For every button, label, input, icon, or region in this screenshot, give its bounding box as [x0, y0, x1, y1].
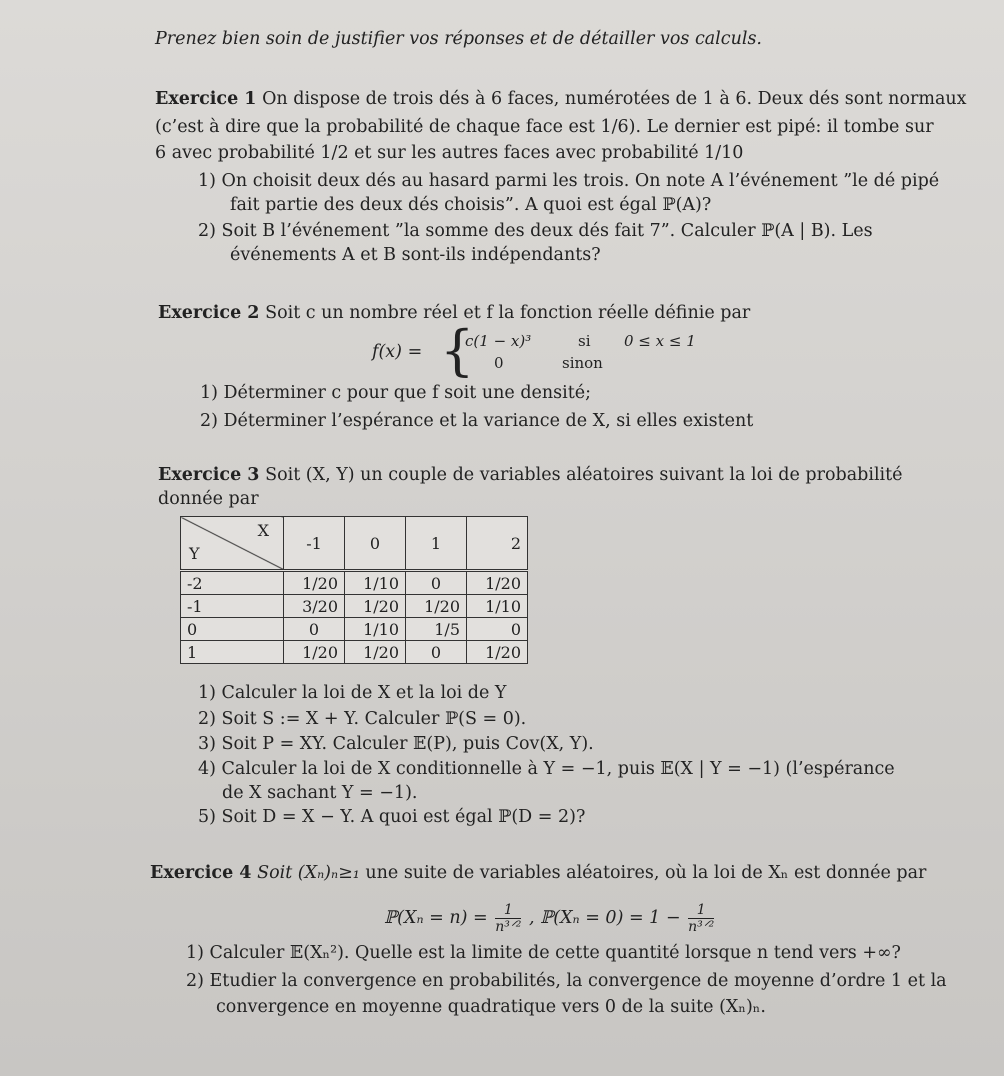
fraction-1: $\frac{1}{\text{n³ᐟ²}}$ — [495, 902, 522, 935]
table-cell: 3/20 — [284, 595, 345, 618]
table-cell: 0 — [406, 641, 467, 664]
joint-probability-table — [180, 516, 528, 664]
table-x-value: -1 — [284, 517, 345, 571]
density-case1-cond: 0 ≤ x ≤ 1 — [624, 332, 696, 350]
density-brace: { — [440, 319, 475, 382]
table-cell: 0 — [406, 571, 467, 595]
ex3-question-4a: 4) Calculer la loi de X conditionnelle à Y = −1, puis 𝔼(X | Y = −1) (l’espérance — [198, 759, 895, 779]
ex2-question-2: 2) Déterminer l’espérance et la variance de X, si elles existent — [200, 411, 754, 431]
table-cell: 1/20 — [284, 641, 345, 664]
table-y-value: 0 — [181, 618, 284, 641]
table-y-value: -1 — [181, 595, 284, 618]
ex3-question-4b: de X sachant Y = −1). — [222, 783, 418, 803]
ex1-question-2b: événements A et B sont-ils indépendants? — [230, 245, 601, 265]
ex3-intro-1: Exercice 3 Soit (X, Y) un couple de variables aléatoires suivant la loi de probabilité — [158, 465, 903, 485]
ex4-title: Exercice 4 — [150, 863, 252, 883]
ex4-question-2b: convergence en moyenne quadratique vers 0 de la suite (Xₙ)ₙ. — [216, 997, 766, 1017]
density-case2-expr: 0 — [494, 354, 504, 372]
ex3-question-5: 5) Soit D = X − Y. A quoi est égal ℙ(D = 2)? — [198, 807, 586, 827]
ex1-title: Exercice 1 — [155, 89, 257, 109]
table-cell: 1/20 — [345, 595, 406, 618]
fraction-2: $\frac{1}{\text{n³ᐟ²}}$ — [688, 902, 715, 935]
table-cell: 1/20 — [467, 571, 528, 595]
table-x-value: 2 — [467, 517, 528, 571]
ex3-question-3: 3) Soit P = XY. Calculer 𝔼(P), puis Cov(X, Y). — [198, 734, 594, 754]
table-cell: 1/5 — [406, 618, 467, 641]
density-case1-si: si — [578, 332, 591, 350]
ex1-line-3: 6 avec probabilité 1/2 et sur les autres faces avec probabilité 1/10 — [155, 143, 744, 163]
table-cell: 1/20 — [284, 571, 345, 595]
ex3-title: Exercice 3 — [158, 465, 260, 485]
table-cell: 1/20 — [467, 641, 528, 664]
table-x-label: X — [257, 521, 269, 540]
table-y-value: 1 — [181, 641, 284, 664]
table-row — [181, 641, 528, 664]
ex1-question-1b: fait partie des deux dés choisis”. A quoi est égal ℙ(A)? — [230, 195, 712, 215]
table-y-label: Y — [189, 544, 200, 563]
ex2-title: Exercice 2 — [158, 303, 260, 323]
table-cell: 1/10 — [467, 595, 528, 618]
ex2-question-1: 1) Déterminer c pour que f soit une densité; — [200, 383, 592, 403]
density-case1-expr: c(1 − x)³ — [465, 332, 532, 350]
ex1-line-2: (c’est à dire que la probabilité de chaque face est 1/6). Le dernier est pipé: il tombe sur — [155, 117, 934, 137]
table-cell: 1/20 — [345, 641, 406, 664]
ex2-intro: Exercice 2 Soit c un nombre réel et f la fonction réelle définie par — [158, 303, 751, 323]
ex3-question-2: 2) Soit S := X + Y. Calculer ℙ(S = 0). — [198, 709, 527, 729]
table-y-value: -2 — [181, 571, 284, 595]
table-cell: 1/20 — [406, 595, 467, 618]
ex3-question-1: 1) Calculer la loi de X et la loi de Y — [198, 683, 507, 703]
ex1-question-1a: 1) On choisit deux dés au hasard parmi les trois. On note A l’événement ”le dé pipé — [198, 171, 940, 191]
ex4-intro: Exercice 4 Soit (Xₙ)ₙ≥₁ une suite de variables aléatoires, où la loi de Xₙ est donnée par — [150, 863, 927, 883]
table-cell: 1/10 — [345, 618, 406, 641]
ex1-question-2a: 2) Soit B l’événement ”la somme des deux dés fait 7”. Calculer ℙ(A | B). Les — [198, 221, 873, 241]
table-x-value: 0 — [345, 517, 406, 571]
instructions-header: Prenez bien soin de justifier vos réponses et de détailler vos calculs. — [155, 29, 762, 49]
ex4-question-2a: 2) Etudier la convergence en probabilités, la convergence de moyenne d’ordre 1 et la — [186, 971, 947, 991]
table-cell: 0 — [284, 618, 345, 641]
table-corner-cell — [181, 517, 284, 571]
density-lhs: f(x) = — [372, 342, 423, 362]
table-cell: 0 — [467, 618, 528, 641]
ex4-formula: ℙ(Xₙ = n) = $\frac{1}{\text{n³ᐟ²}}$ , ℙ(Xₙ = 0) = 1 − $\frac{1}{\text{n³ᐟ²}}$ — [384, 902, 715, 935]
table-row — [181, 571, 528, 595]
ex4-question-1: 1) Calculer 𝔼(Xₙ²). Quelle est la limite de cette quantité lorsque n tend vers +∞? — [186, 943, 901, 963]
table-row — [181, 618, 528, 641]
ex3-intro-2: donnée par — [158, 489, 259, 509]
table-row — [181, 595, 528, 618]
table-cell: 1/10 — [345, 571, 406, 595]
table-x-value: 1 — [406, 517, 467, 571]
ex1-line-1: Exercice 1 On dispose de trois dés à 6 faces, numérotées de 1 à 6. Deux dés sont normaux — [155, 89, 967, 109]
density-case2-cond: sinon — [562, 354, 603, 372]
